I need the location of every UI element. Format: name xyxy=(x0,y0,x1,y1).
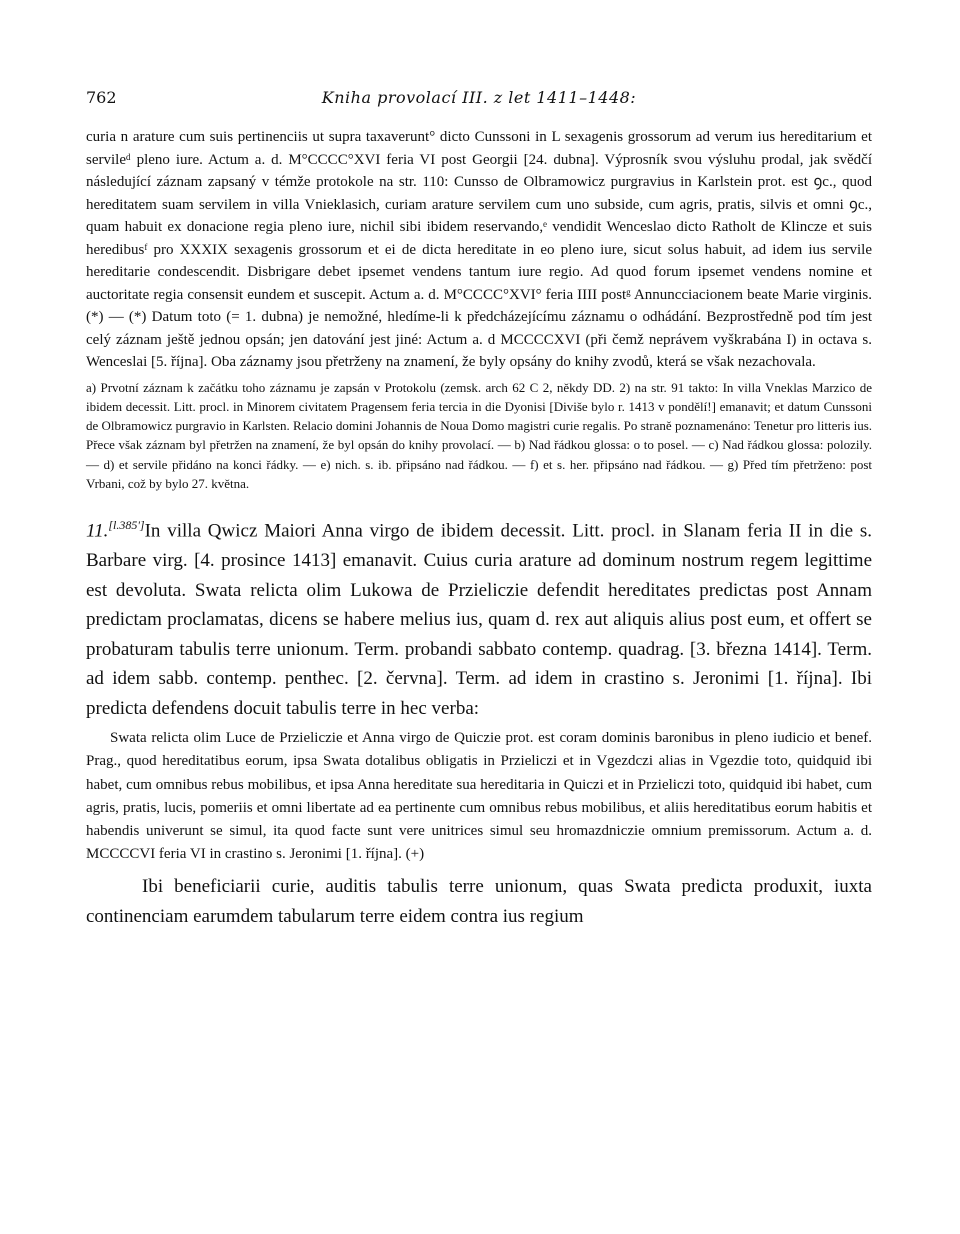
entry-text: In villa Qwicz Maiori Anna virgo de ibidem decessit. Litt. procl. in Slanam feria II in die s. Barbare virg. [4. prosince 1413] emanavit. Cuius curia arature ad dominum nostrum regem legittime est devoluta. Swata relicta olim Lukowa de Przieliczie defendit hereditates predictas post Annam predictam proclamatas, dicens se habere melius ius, quam d. rex aut aliquis alius post eum, et offert se probaturam tabulis terre unionum. Term. probandi sabbato contemp. quadrag. [3. března 1414]. Term. ad idem sabb. contemp. penthec. [2. června]. Term. ad idem in crastino s. Jeronimi [1. října]. Ibi predicta defendens docuit tabulis terre in hec verba: xyxy=(86,520,872,719)
running-title: Kniha provolací III. z let 1411–1448: xyxy=(321,88,637,107)
entry-number: 11. xyxy=(86,520,109,542)
entry-block xyxy=(86,511,872,723)
document-page xyxy=(86,78,872,931)
page-header xyxy=(86,78,872,112)
quote-text: Swata relicta olim Luce de Przieliczie et Anna virgo de Quiczie prot. est coram dominis baronibus in pleno iudicio et benef. Prag., quod hereditatibus eorum, ipsa Swata dotalibus obligatis in Przieliczi et in Vgezdczi alias in Vgezdie toto, quidquid ibi habet, cum omnibus rebus mobilibus, et ipsa Anna hereditate sua hereditaria in Quiczi et in Przieliczi toto, quidquid ibi habet, cum agris, pratis, lucis, pomeriis et omni libertate ad ea pertinente cum omnibus rebus mobilibus, et aliis hereditatibus eorum habitis et habendis univerunt se simul, ita quod facte sunt vere unitrices simul seu hromazdniczie omnium premissorum. Actum a. d. MCCCCVI feria VI in crastino s. Jeronimi [1. října]. (+) xyxy=(86,730,872,863)
quote-block xyxy=(86,727,872,866)
page-number: 762 xyxy=(86,88,117,107)
footnotes xyxy=(86,378,872,494)
entry-locator: [l.385'] xyxy=(108,518,145,533)
footnotes-text: a) Prvotní záznam k začátku toho záznamu je zapsán v Protokolu (zemsk. arch 62 C 2, někdy DD. 2) na str. 91 takto: In villa Vneklas Marzico de ibidem decessit. Litt. procl. in Minorem civitatem Pragensem feria tercia in die Dyonisi [Diviše bylo r. 1413 v pondělí!] emanavit; et datum Cunssoni de Olbramowicz purgravio in Karlsten. Relacio domini Johannis de Noua Domo magistri curie regalis. Po straně poznamenáno: Tenetur pro litteris ius. Přece však záznam byl přetržen na znamení, že byl opsán do knihy provolací. — b) Nad řádkou glossa: o to posel. — c) Nad řádkou glossa: polozily. — d) et servile přidáno na konci řádky. — e) nich. s. ib. připsáno nad řádkou. — f) et s. her. připsáno nad řádkou. — g) Před tím přetrženo: post Vrbani, což by bylo 27. května. xyxy=(86,379,873,491)
top-paragraph: curia n arature cum suis pertinenciis ut supra taxaverunt° dicto Cunssoni in L sexagenis grossorum ad verum ius hereditarium et servileᵈ pleno iure. Actum a. d. M°CCCC°XVI feria VI post Georgii [24. dubna]. Výprosník svou výsluhu prodal, jak svědčí následující záznam zapsaný v témže protokole na str. 110: Cunsso de Olbramowicz purgravius in Karlstein prot. est ꝯc., quod hereditatem suam servilem in villa Vnieklasich, curiam arature servilem cum uno subside, cum agris, pratis, silvis et omni ꝯc., quam habuit ex donacione regia pleno iure, nichil sibi ibidem reservando,ᵉ vendidit Wenceslao dicto Ratholt de Klincze et suis heredibusᶠ pro XXXIX sexagenis grossorum et ei de dicta hereditate in eo pleno iure, sicut solus habuit, ad idem ius servile hereditarie condescendit. Disbrigare debet ipsemet vendens tantum iure regio. Ad quod forum ipsemet vendens nomine et auctoritate regia consensit eundem et suscepit. Actum a. d. M°CCCC°XVI° feria IIII postᵍ Annuncciacionem beate Marie virginis.(*) — (*) Datum toto (= 1. dubna) je nemožné, hledíme-li k předcházejícímu záznamu o odhádání. Bezprostředně pod tím jest celý záznam ještě jednou opsán; jen datování jest jiné: Actum a. d MCCCCXVI (při čemž neprávem vyškrabána I) in octava s. Wenceslai [5. října]. Oba záznamy jsou přetrženy na znamení, že byly opsány do knihy zvodů, která se však nezachovala. xyxy=(86,129,872,370)
closing-text: Ibi beneficiarii curie, auditis tabulis terre unionum, quas Swata predicta produxit, iuxta continenciam earumdem tabularum terre eidem contra ius regium xyxy=(86,876,872,927)
closing-block xyxy=(86,872,872,931)
entry-paragraph xyxy=(86,511,872,723)
top-paragraph-block xyxy=(86,126,872,374)
